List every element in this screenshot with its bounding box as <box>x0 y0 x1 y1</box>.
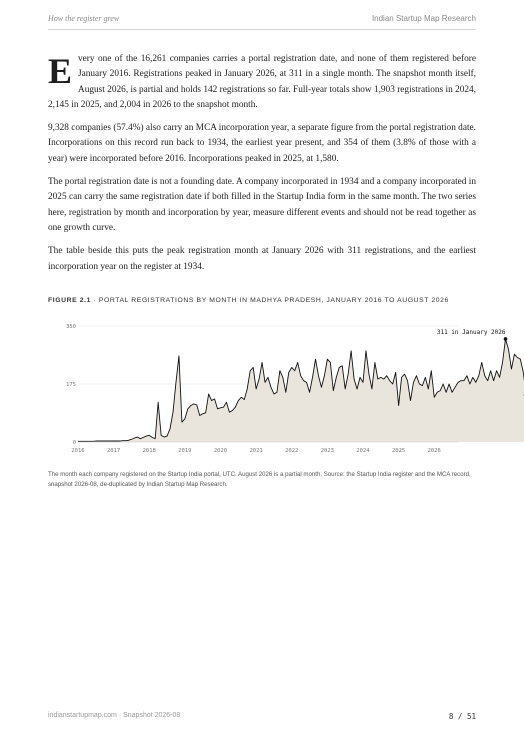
x-tick-label-2016: 2016 <box>71 448 85 454</box>
running-header <box>48 14 476 28</box>
x-tick-label-2024: 2024 <box>356 448 370 454</box>
y-tick-label-0: 0 <box>72 440 76 446</box>
page-separator: / <box>453 712 467 721</box>
y-tick-label-350: 350 <box>66 324 76 330</box>
chapter-title: How the register grew <box>48 14 120 23</box>
x-tick-label-2020: 2020 <box>213 448 228 454</box>
publication-name: Indian Startup Map Research <box>371 14 476 23</box>
figure-caption <box>48 297 449 304</box>
x-tick-label-2022: 2022 <box>285 448 299 454</box>
page-footer <box>48 712 476 719</box>
peak-point <box>504 337 508 341</box>
x-tick-label-2017: 2017 <box>107 448 121 454</box>
x-tick-label-2025: 2025 <box>392 448 406 454</box>
drop-cap: E <box>48 51 73 91</box>
current-page: 8 <box>448 712 454 721</box>
figure-number: FIGURE 2.1 <box>48 297 92 304</box>
footer-source: indianstartupmap.com · Snapshot 2026-08 <box>48 712 181 719</box>
x-tick-label-2023: 2023 <box>320 448 334 454</box>
x-tick-label-2018: 2018 <box>142 448 156 454</box>
body-text <box>48 52 476 283</box>
paragraph-2: 9,328 companies (57.4%) also carry an MCA incorporation year, a separate figure from the portal registration date. Incorporations on this record run back to 1934, the earliest year present, and 354 of them (3.8% of those with a year) were incorporated before 2016. Incorporations peaked in 2025, at 1,580. <box>48 123 476 164</box>
paragraph-1-text: very one of the 16,261 companies carries a portal registration date, and none of them registered before January 2016. Registrations peaked in January 2026, at 311 in a single month. The snapshot month itself, August 2026, is partial and holds 142 registrations so far. Full-year totals show 1,903 registrations in 2024, 2,145 in 2025, and 2,004 in 2026 to the snapshot month. <box>48 54 476 110</box>
total-pages: 51 <box>466 712 476 721</box>
x-tick-label-2026: 2026 <box>427 448 441 454</box>
figure-separator: · <box>91 297 99 304</box>
x-tick-label-2021: 2021 <box>249 448 263 454</box>
y-tick-label-175: 175 <box>66 382 76 388</box>
paragraph-3: The portal registration date is not a founding date. A company incorporated in 1934 and a company incorporated in 2025 can carry the same registration date if both filled in the Startup India form in the same month. The two series here, registration by month and incorporation by year, measure different events and should not be read together as one growth curve. <box>48 177 476 233</box>
figure-note: The month each company registered on the Startup India portal, UTC. August 2026 is a partial month. Source: the Startup India register and the MCA record, snapshot 2026-08, de-duplicated by Indian Startup Map Research. <box>48 471 471 488</box>
paragraph-1 <box>48 52 476 113</box>
registrations-area-chart <box>48 316 506 462</box>
figure-title: PORTAL REGISTRATIONS BY MONTH IN MADHYA PRADESH, JANUARY 2016 TO AUGUST 2026 <box>98 297 449 304</box>
page-number <box>449 712 476 721</box>
header-rule <box>48 29 476 30</box>
paragraph-4: The table beside this puts the peak registration month at January 2026 with 311 registrations, and the earliest incorporation year on the register at 1934. <box>48 246 476 272</box>
x-tick-label-2019: 2019 <box>178 448 192 454</box>
peak-annotation: 311 in January 2026 <box>436 328 506 336</box>
area-fill <box>78 339 524 442</box>
